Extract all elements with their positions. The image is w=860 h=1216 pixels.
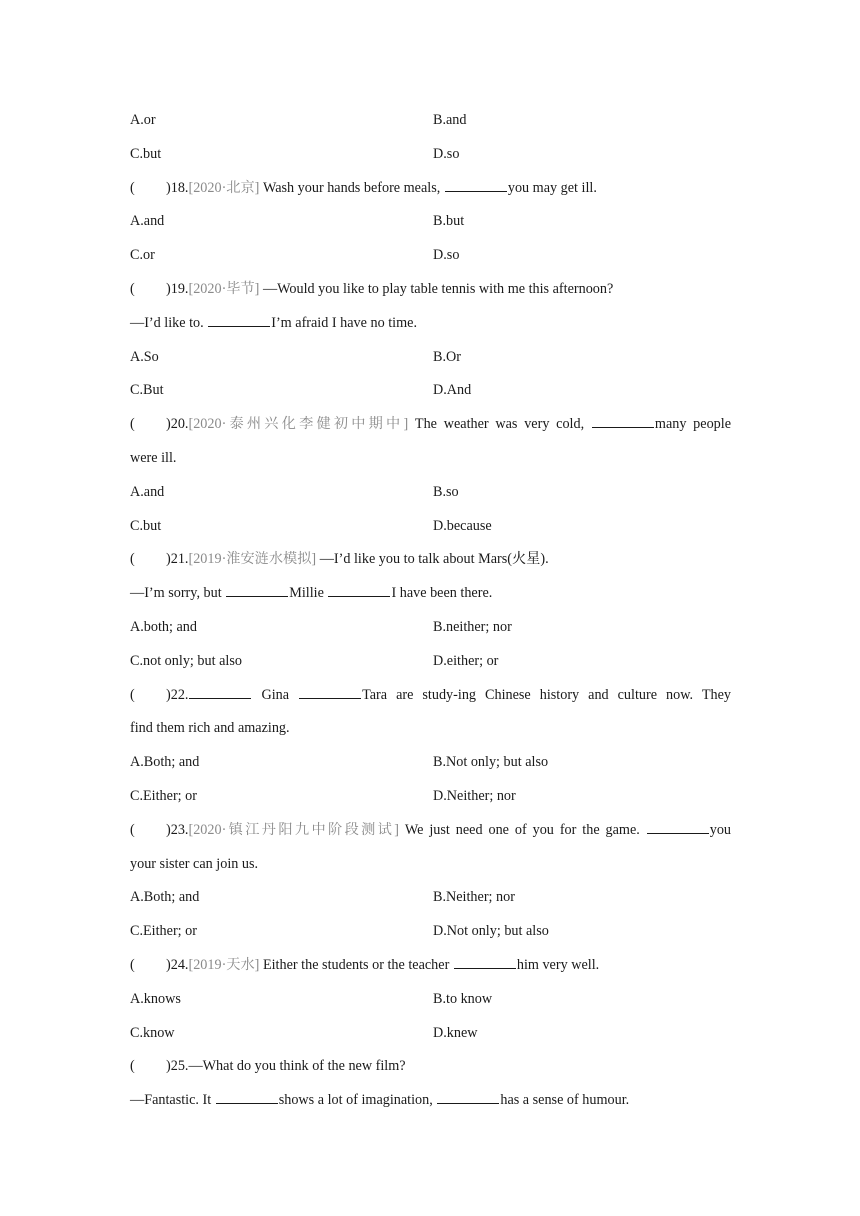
answer-blank bbox=[328, 582, 390, 597]
answer-bracket: ( bbox=[130, 956, 135, 973]
q21-options-row-1 bbox=[130, 611, 731, 645]
answer-blank bbox=[437, 1089, 499, 1104]
q18-stem bbox=[130, 172, 731, 206]
q19-option-c: C.But bbox=[130, 382, 164, 399]
q25-stem-line-2 bbox=[130, 1084, 731, 1118]
q23-options-row-1 bbox=[130, 881, 731, 915]
q21-option-b: B.neither; nor bbox=[433, 618, 512, 635]
answer-blank bbox=[189, 684, 251, 699]
q17-option-d: D.so bbox=[433, 145, 460, 162]
question-number: )18. bbox=[166, 179, 189, 196]
q18-option-b: B.but bbox=[433, 213, 465, 230]
stem-text: Either the students or the teacher bbox=[259, 956, 453, 973]
stem-text: —I’d like you to talk about Mars(火星). bbox=[316, 551, 549, 568]
question-number: )24. bbox=[166, 956, 189, 973]
q19-option-d: D.And bbox=[433, 382, 472, 399]
q24-option-b: B.to know bbox=[433, 990, 493, 1007]
q23-option-c: C.Either; or bbox=[130, 923, 197, 940]
q22-option-c: C.Either; or bbox=[130, 787, 197, 804]
q19-stem-line-2 bbox=[130, 307, 731, 341]
question-number: )19. bbox=[166, 280, 189, 297]
answer-blank bbox=[592, 413, 654, 428]
answer-bracket: ( bbox=[130, 280, 135, 297]
stem-text: Wash your hands before meals, bbox=[259, 179, 444, 196]
q19-option-a: A.So bbox=[130, 348, 159, 365]
q20-option-d: D.because bbox=[433, 517, 492, 534]
stem-text: I’m afraid I have no time. bbox=[271, 314, 417, 331]
q20-options-row-1 bbox=[130, 476, 731, 510]
answer-blank bbox=[445, 177, 507, 192]
q20-option-a: A.and bbox=[130, 483, 165, 500]
stem-text: you bbox=[709, 821, 732, 838]
question-source: [2019·淮安涟水模拟] bbox=[188, 551, 317, 568]
q21-option-c: C.not only; but also bbox=[130, 652, 242, 669]
q24-options-row-1 bbox=[130, 983, 731, 1017]
answer-bracket: ( bbox=[130, 1058, 135, 1075]
q22-stem bbox=[130, 679, 731, 713]
q18-option-a: A.and bbox=[130, 213, 165, 230]
q21-stem bbox=[130, 543, 731, 577]
q23-option-b: B.Neither; nor bbox=[433, 889, 515, 906]
q18-options-row-1 bbox=[130, 205, 731, 239]
stem-text: many people bbox=[654, 416, 731, 433]
q20-option-c: C.but bbox=[130, 517, 162, 534]
answer-blank bbox=[226, 582, 288, 597]
answer-blank bbox=[208, 312, 270, 327]
stem-text: has a sense of humour. bbox=[500, 1092, 630, 1109]
stem-text: —Would you like to play table tennis with me this afternoon? bbox=[259, 280, 614, 297]
q25-stem bbox=[130, 1050, 731, 1084]
answer-blank bbox=[454, 954, 516, 969]
q18-options-row-2 bbox=[130, 239, 731, 273]
answer-blank bbox=[647, 819, 709, 834]
question-number: )22. bbox=[166, 686, 189, 703]
q18-option-d: D.so bbox=[433, 247, 460, 264]
q17-options-row-1 bbox=[130, 104, 731, 138]
question-number: )20. bbox=[166, 416, 189, 433]
stem-text: you may get ill. bbox=[507, 179, 597, 196]
q22-option-b: B.Not only; but also bbox=[433, 754, 549, 771]
q23-options-row-2 bbox=[130, 915, 731, 949]
q17-option-c: C.but bbox=[130, 145, 162, 162]
q24-option-a: A.knows bbox=[130, 990, 181, 1007]
q22-option-a: A.Both; and bbox=[130, 754, 200, 771]
q22-options-row-1 bbox=[130, 746, 731, 780]
stem-text: Gina bbox=[252, 686, 299, 703]
stem-text: —I’d like to. bbox=[130, 314, 208, 331]
q21-options-row-2 bbox=[130, 645, 731, 679]
q17-options-row-2 bbox=[130, 138, 731, 172]
q23-option-a: A.Both; and bbox=[130, 889, 200, 906]
stem-text: —I’m sorry, but bbox=[130, 585, 226, 602]
q22-stem-line-2 bbox=[130, 712, 731, 746]
stem-text: —Fantastic. It bbox=[130, 1092, 215, 1109]
q19-options-row-1 bbox=[130, 341, 731, 375]
q21-option-a: A.both; and bbox=[130, 618, 197, 635]
question-source: [2020·泰州兴化李健初中期中] bbox=[188, 416, 409, 433]
q24-options-row-2 bbox=[130, 1017, 731, 1051]
q22-options-row-2 bbox=[130, 780, 731, 814]
stem-text: shows a lot of imagination, bbox=[278, 1092, 437, 1109]
question-source: [2020·镇江丹阳九中阶段测试] bbox=[188, 821, 399, 838]
q24-option-c: C.know bbox=[130, 1024, 175, 1041]
stem-text: were ill. bbox=[130, 449, 177, 466]
question-number: )23. bbox=[166, 821, 189, 838]
q20-options-row-2 bbox=[130, 510, 731, 544]
stem-text: We just need one of you for the game. bbox=[398, 821, 646, 838]
q23-stem-line-2 bbox=[130, 848, 731, 882]
stem-text: find them rich and amazing. bbox=[130, 720, 290, 737]
stem-text: your sister can join us. bbox=[130, 855, 259, 872]
q20-stem bbox=[130, 408, 731, 442]
q21-stem-line-2 bbox=[130, 577, 731, 611]
question-number: )25. bbox=[166, 1058, 189, 1075]
q22-option-d: D.Neither; nor bbox=[433, 787, 516, 804]
q17-option-b: B.and bbox=[433, 112, 467, 128]
question-source: [2020·北京] bbox=[188, 179, 260, 196]
question-source: [2019·天水] bbox=[188, 956, 260, 973]
stem-text: him very well. bbox=[516, 956, 600, 973]
q24-option-d: D.knew bbox=[433, 1024, 478, 1041]
q23-option-d: D.Not only; but also bbox=[433, 923, 549, 940]
q20-stem-line-2 bbox=[130, 442, 731, 476]
worksheet-page bbox=[130, 104, 731, 1118]
stem-text: —What do you think of the new film? bbox=[188, 1058, 406, 1075]
answer-blank bbox=[216, 1089, 278, 1104]
answer-bracket: ( bbox=[130, 179, 135, 196]
stem-text: I have been there. bbox=[391, 585, 493, 602]
q17-option-a: A.or bbox=[130, 112, 156, 128]
q19-options-row-2 bbox=[130, 374, 731, 408]
answer-bracket: ( bbox=[130, 686, 135, 703]
q23-stem bbox=[130, 814, 731, 848]
question-source: [2020·毕节] bbox=[188, 280, 260, 297]
answer-bracket: ( bbox=[130, 416, 135, 433]
answer-bracket: ( bbox=[130, 821, 135, 838]
stem-text: Tara are study-ing Chinese history and culture now. They bbox=[362, 686, 731, 703]
q20-option-b: B.so bbox=[433, 483, 459, 500]
q24-stem bbox=[130, 949, 731, 983]
q21-option-d: D.either; or bbox=[433, 652, 499, 669]
answer-bracket: ( bbox=[130, 551, 135, 568]
q18-option-c: C.or bbox=[130, 247, 155, 264]
q19-option-b: B.Or bbox=[433, 348, 461, 365]
q19-stem bbox=[130, 273, 731, 307]
stem-text: Millie bbox=[289, 585, 328, 602]
stem-text: The weather was very cold, bbox=[408, 416, 591, 433]
question-number: )21. bbox=[166, 551, 189, 568]
answer-blank bbox=[299, 684, 361, 699]
